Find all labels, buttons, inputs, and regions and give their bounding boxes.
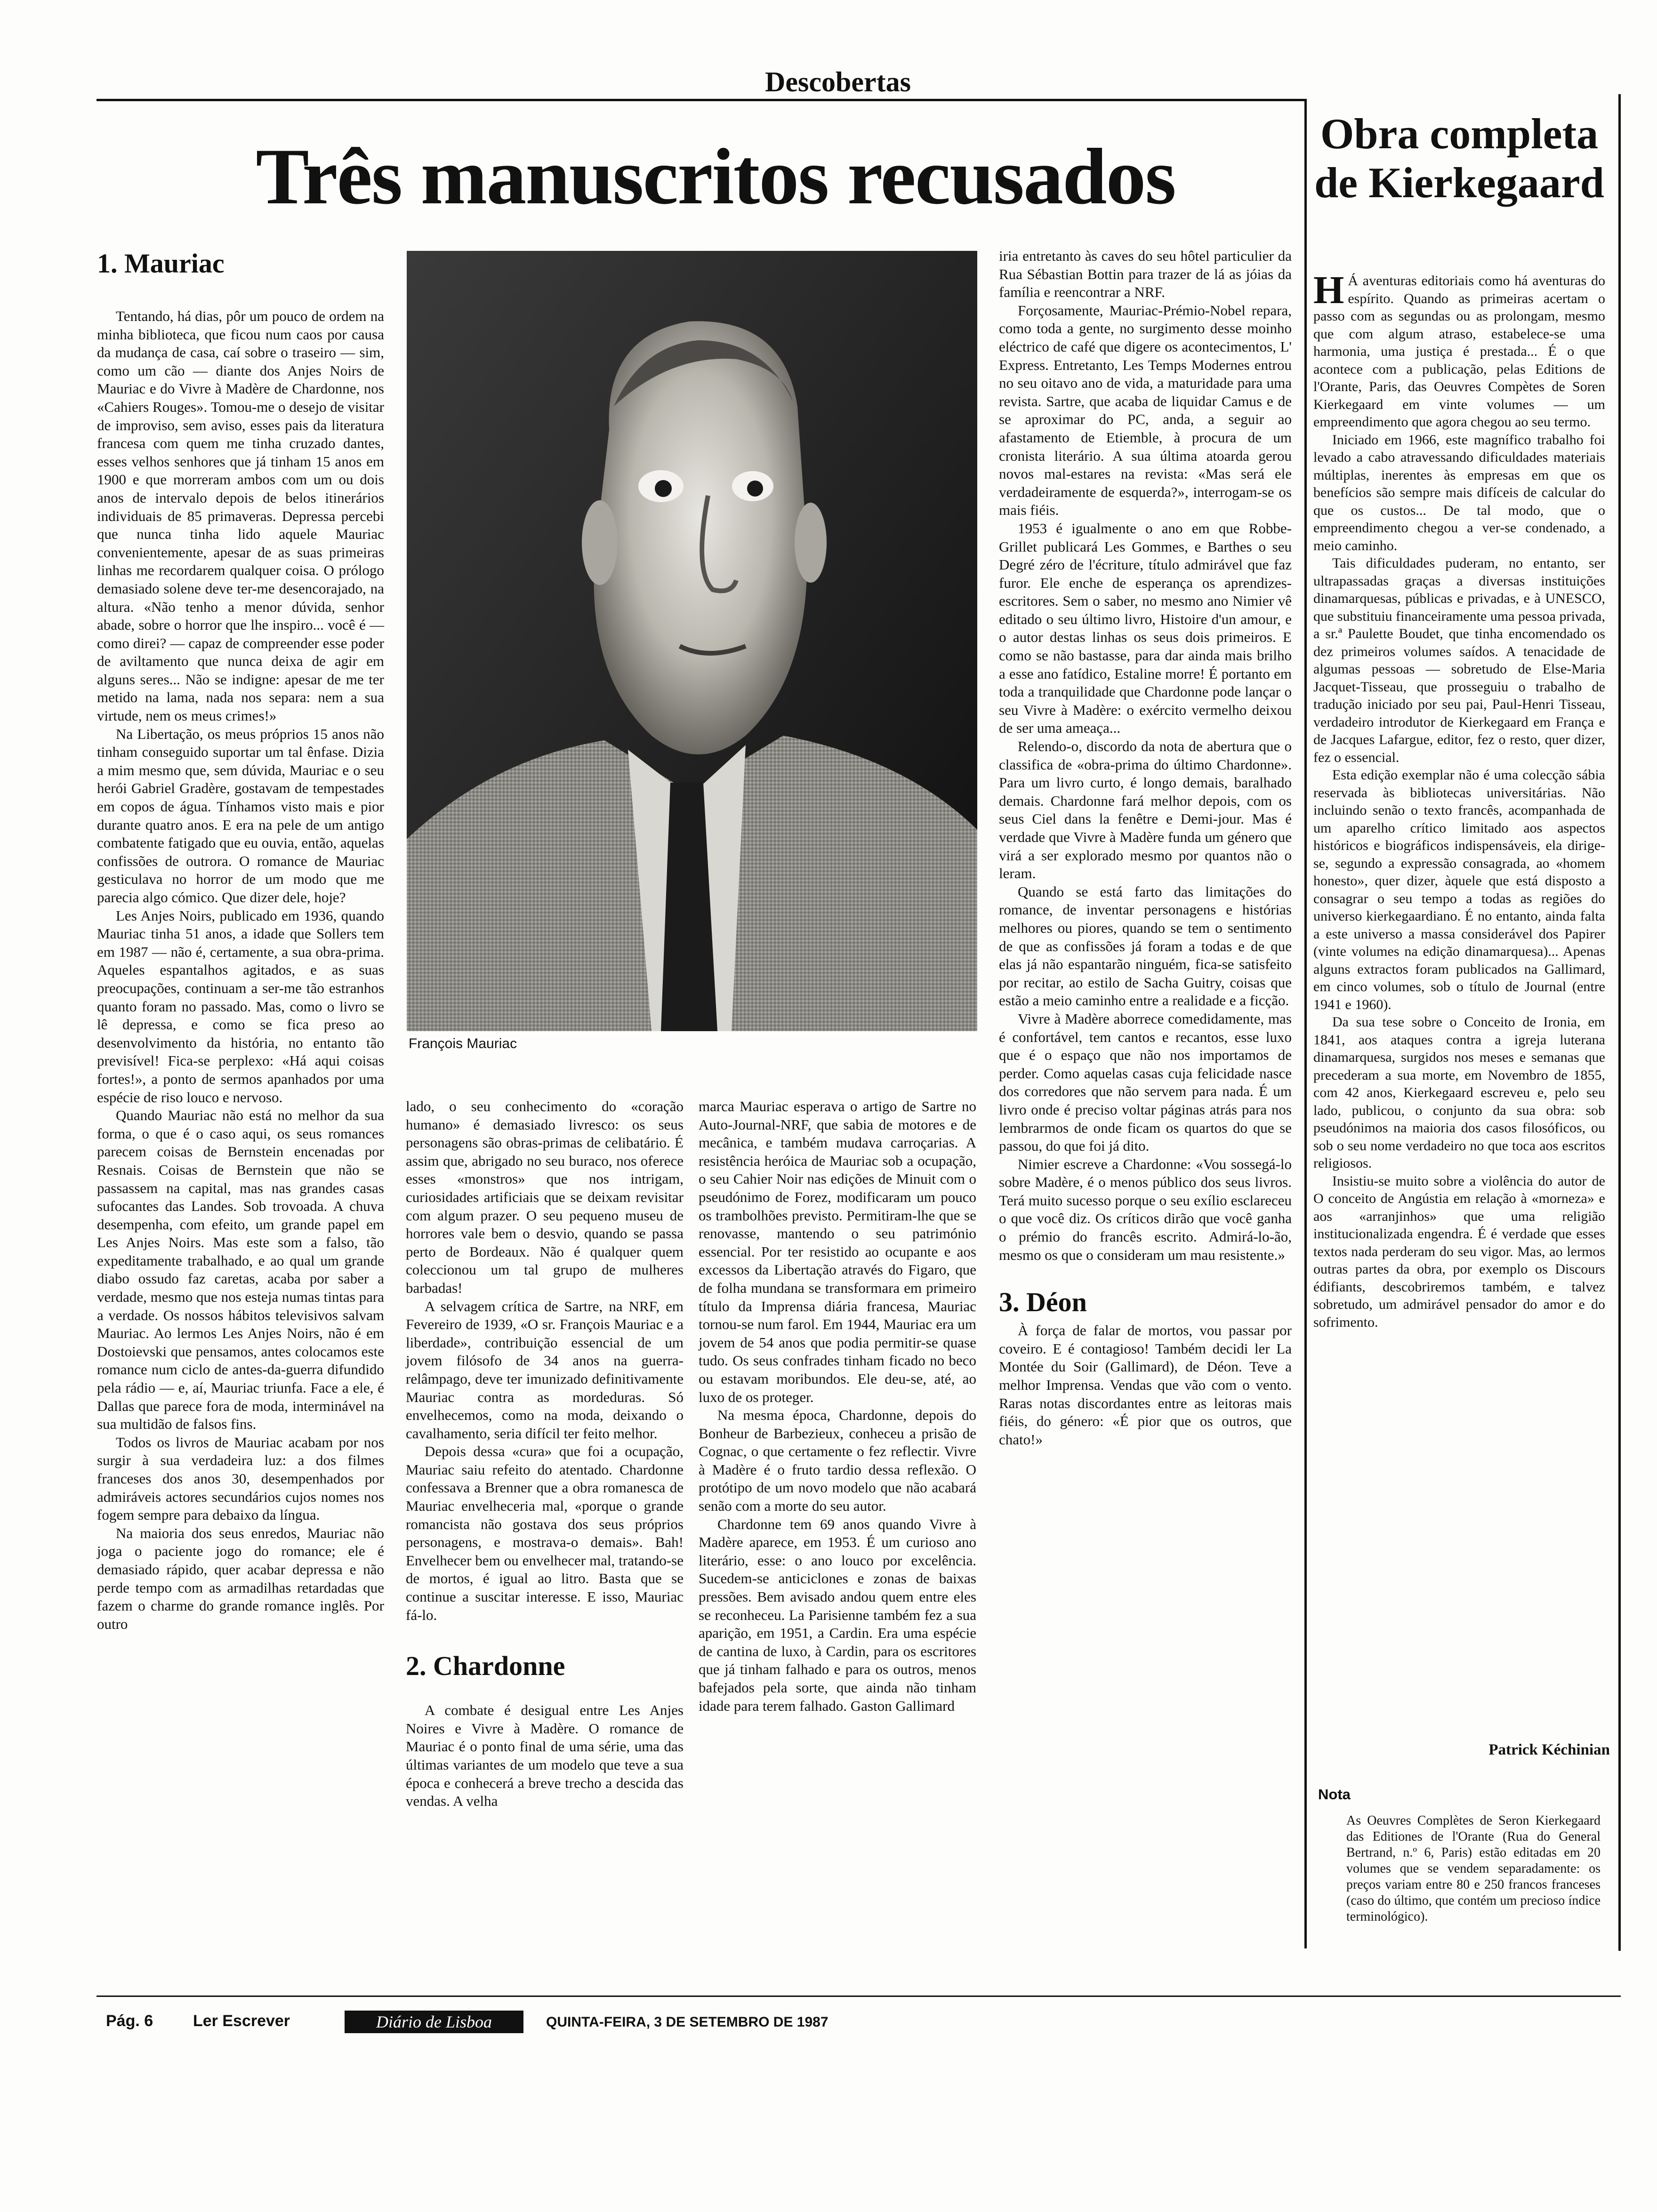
paragraph: Na maioria dos seus enredos, Mauriac não joga o paciente jogo do romance; ele é demasiado rápido, quer acabar depressa e não perde tempo com as armadilhas retardadas que fazem o charme do grande romance inglês. Por outro (97, 1524, 384, 1632)
sidebar-title: Obra completa de Kierkegaard (1314, 110, 1604, 207)
paragraph: Depois dessa «cura» que foi a ocupação, Mauriac saiu refeito do atentado. Chardonne confessava a Brenner que a obra romanesca de Mauriac envelheceria mal, «porque o grande romancista não gostava dos seus próprios personagens, e mostrava-o demais». Bah! Envelhecer bem ou envelhecer mal, tratando-se de mortos, é igual ao litro. Basta que se continue a suscitar interesse. E isso, Mauriac fá-lo. (406, 1443, 684, 1623)
paragraph: Tais dificuldades puderam, no entanto, ser ultrapassadas graças a diversas instituições dinamarquesas, públicas e privadas, e à UNESCO, que substituiu financeiramente uma pessoa privada, a sr.ª Paulette Boudet, que tinha encomendado os dez primeiros volumes saídos. A tenacidade de algumas pessoas — sobretudo de Else-Maria Jacquet-Tisseau, que prosseguiu o trabalho de tradução iniciado por seu pai, Paul-Henri Tisseau, verdadeiro introdutor de Kierkegaard em França e de Jacques Lafargue, editor, fez o resto, quer dizer, fez o essencial. (1313, 555, 1605, 765)
page-headline: Três manuscritos recusados (256, 132, 1175, 221)
paragraph: Da sua tese sobre o Conceito de Ironia, em 1841, aos ataques contra a igreja luterana dinamarquesa, surgidos nos meses e semanas que precederam a sua morte, em Novembro de 1855, com 42 anos, Kierkegaard escreveu e, pelo seu lado, publicou, o conjunto da sua obra: sob pseudónimos na maioria dos casos filosóficos, ou sob o seu nome verdadeiro no que toca aos escritos religiosos. (1313, 1014, 1605, 1171)
column-1 (97, 247, 384, 1633)
footer-date: QUINTA-FEIRA, 3 DE SETEMBRO DE 1987 (546, 2014, 828, 2030)
note-text: As Oeuvres Complètes de Seron Kierkegaard das Editiones de l'Orante (Rua do General Bertrand, n.º 6, Paris) estão editadas em 20 volumes que se vendem separadamente: os preços variam entre 80 e 250 francos franceses (caso do último, que contém um precioso índice terminológico). (1346, 1813, 1601, 1924)
paragraph: À força de falar de mortos, vou passar por coveiro. E é contagioso! Também decidi ler La Montée du Soir (Gallimard), de Déon. Teve a melhor Imprensa. Vendas que vão com o vento. Raras notas discordantes entre as leitoras mais fiéis, do género: «É pior que os outros, que chato!» (999, 1322, 1292, 1448)
paragraph: lado, o seu conhecimento do «coração humano» é demasiado livresco: os seus personagens são obras-primas de celibatário. É assim que, abrigado no seu buraco, nos oferece esses «monstros» que nos intrigam, curiosidades artificiais que se deixam revisitar com algum prazer. O seu pequeno museu de horrores vale bem o desvio, quando se passa perto de Bordeaux. Não é qualquer quem coleccionou um tal grupo de mulheres barbadas! (406, 1098, 684, 1296)
column-2 (406, 1098, 684, 1811)
bottom-rule (97, 1996, 1621, 1997)
sidebar-border-right (1618, 94, 1621, 1951)
paragraph: Quando se está farto das limitações do romance, de inventar personagens e histórias melhores ou piores, quando se tem o sentimento de que as confissões já foram a todas e de que elas já não espantarão ninguém, fica-se satisfeito por recitar, ao estilo de Sacha Guitry, coisas que estão a meio caminho entre a realidade e a ficção. (999, 883, 1292, 1009)
paragraph: Na mesma época, Chardonne, depois do Bonheur de Barbezieux, conheceu a prisão de Cognac, o que certamente o fez reflectir. Vivre à Madère é o fruto tardio dessa reflexão. O protótipo de um novo modelo que não acabará senão com a morte do seu autor. (699, 1407, 976, 1515)
byline: Patrick Kéchinian (1488, 1741, 1610, 1758)
footer-section: Ler Escrever (193, 2012, 290, 2030)
paragraph: A combate é desigual entre Les Anjes Noires e Vivre à Madère. O romance de Mauriac é o ponto final de uma série, uma das últimas variantes de um modelo que teve a sua época e conhecerá a breve trecho a descida das vendas. A velha (406, 1702, 684, 1810)
paragraph: Relendo-o, discordo da nota de abertura que o classifica de «obra-prima do último Chardonne». Para um livro curto, é longo demais, baralhado demais. Chardonne fará melhor depois, com os seus Ciel dans la fenêtre e Demi-jour. Mas é verdade que Vivre à Madère funda um género que virá a ser explorado mesmo por quantos não o leram. (999, 738, 1292, 882)
paragraph: Les Anjes Noirs, publicado em 1936, quando Mauriac tinha 51 anos, a idade que Sollers tem em 1987 — não é, certamente, a sua obra-prima. Aqueles espantalhos agitados, e as suas preocupações, continuam a ser-me tão estranhos quanto foram no passado. Mas, como o livro se lê depressa, e como se fica preso ao desenvolvimento da história, no entanto tão previsível! Fica-se perplexo: «Há aqui coisas fortes!», a ponto de sermos apanhados por uma espécie de riso louco e nervoso. (97, 907, 384, 1106)
paragraph: iria entretanto às caves do seu hôtel particulier da Rua Sébastian Bottin para trazer de lá as jóias da família e reencontrar a NRF. (999, 248, 1292, 301)
paragraph: Todos os livros de Mauriac acabam por nos surgir à sua verdadeira luz: a dos filmes franceses dos anos 30, desempenhados por admiráveis actores secundários cujos nomes nos fogem sempre para debaixo da língua. (97, 1434, 384, 1523)
paragraph: Na Libertação, os meus próprios 15 anos não tinham conseguido suportar um tal ênfase. Dizia a mim mesmo que, sem dúvida, Mauriac e o seu herói Gabriel Gradère, gostavam de tempestades em copos de água. Tínhamos visto mais e pior durante quatro anos. E era na pele de um antigo combatente fatigado que eu ouvia, então, aquelas confissões de outrora. O romance de Mauriac gesticulava no horror de um modo que me parecia algo cómico. Que dizer dele, hoje? (97, 725, 384, 906)
portrait-illustration (407, 251, 977, 1031)
paragraph: Quando Mauriac não está no melhor da sua forma, o que é o caso aqui, os seus romances parecem coisas de Bernstein encenadas por Resnais. Coisas de Bernstein que não se passassem na capital, mas nas grandes casas sufocantes das Landes. Sob trovoada. A chuva desempenha, com efeito, um grande papel em Les Anjes Noirs. Mas este som a falso, tão expeditamente trabalhado, e ao qual um grande diabo ossudo faz caretas, acaba por saber a verdade, mesmo que nos esteja numas tintas para a verdade. Os nossos hábitos televisivos salvam Mauriac. Ao lermos Les Anjes Noirs, não é em Dostoievski que pensamos, antes colocamos este romance num ciclo de antes-da-guerra difundido pela rádio — e, aí, Mauriac triunfa. Face a ele, é Dallas que parece fora de moda, interminável na sua multidão de falsos fins. (97, 1107, 384, 1433)
paragraph: Chardonne tem 69 anos quando Vivre à Madère aparece, em 1953. É um curioso ano literário, esse: o ano louco por excelência. Sucedem-se anticiclones e zonas de baixas pressões. Bem avisado andou quem entre eles se reconheceu. La Parisienne também fez a sua aparição, em 1951, a Cardin. Era uma espécie de cantina de luxo, à Cardin, para os escritores que já tinham falhado e para os outros, menos bafejados pela sorte, que ainda não tinham idade para terem falhado. Gaston Gallimard (699, 1515, 976, 1714)
subhead-chardonne: 2. Chardonne (406, 1651, 565, 1682)
page-number: Pág. 6 (106, 2012, 153, 2030)
paragraph: marca Mauriac esperava o artigo de Sartre no Auto-Journal-NRF, que sabia de motores e de mecânica, e também mudava carroçarias. A resistência heróica de Mauriac sob a ocupação, o seu Cahier Noir nas edições de Minuit com o pseudónimo de Forez, modificaram um pouco os trambolhões previsto. Permitiram-lhe que se renovasse, mantendo o seu património essencial. Por ter resistido ao ocupante e aos excessos da Libertação através do Figaro, que de folha mundana se transformara em primeiro título da Imprensa diária francesa, Mauriac tornou-se num farol. Em 1944, Mauriac era um jovem de 54 anos que podia permitir-se quase tudo. Os seus confrades tinham ficado no beco ou estavam moribundos. Ele deu-se, até, ao luxo de os proteger. (699, 1098, 976, 1405)
paragraph: Iniciado em 1966, este magnífico trabalho foi levado a cabo atravessando dificuldades materiais múltiplas, inerentes às empresas em que os benefícios são sempre mais difíceis de calcular do que os custos... De tal modo, que o empreendimento chegou a ver-se condenado, a meio caminho. (1313, 432, 1605, 553)
note-label: Nota (1318, 1786, 1351, 1803)
paragraph: Tentando, há dias, pôr um pouco de ordem na minha biblioteca, que ficou num caos por causa da mudança de casa, caí sobre o traseiro — sim, como um cão — diante dos Anjes Noirs de Mauriac e do Vivre à Madère de Chardonne, nos «Cahiers Rouges». Tomou-me o desejo de visitar de improviso, sem aviso, esses pais da literatura francesa com quem me tinha cruzado dantes, esses velhos senhores que já tinham 15 anos em 1900 e que morreram ambos com um ou dois anos de intervalo depois de belos itinerários individuais de 85 primaveras. Depressa percebi que nunca tinha lido aquele Mauriac convenientemente, apesar de as suas primeiras linhas me recordarem qualquer coisa. O prólogo demasiado solene deve ter-me desencorajado, na altura. «Não tenho a menor dúvida, senhor abade, sobre o horror que lhe inspiro... você é — como direi? — capaz de compreender esse poder de aviltamento que nunca deixa de agir em alguns seres... Não se indigne: apesar de me ter metido na lama, nada nos separa: nem a sua virtude, nem os meus crimes!» (97, 308, 384, 724)
sidebar-column (1313, 268, 1605, 1331)
portrait-photo (407, 251, 977, 1031)
paragraph: Esta edição exemplar não é uma colecção sábia reservada às bibliotecas universitárias. Não incluindo senão o texto francês, acompanhada de um aparelho crítico limitado aos aspectos históricos e biográficos indispensáveis, ela dirige-se, segundo a expressão consagrada, ao «homem honesto», quer dizer, àquele que está disposto a consagrar o seu tempo a todas as regiões do universo kierkegaardiano. É no entanto, ainda falta a este universo a massa considerável dos Papirer (vinte volumes na edição dinamarquesa)... Apenas alguns extractos foram publicados na Gallimard, em cinco volumes, sob o título de Journal (entre 1941 e 1960). (1313, 767, 1605, 1012)
top-rule (97, 99, 1304, 101)
paragraph: Forçosamente, Mauriac-Prémio-Nobel repara, como toda a gente, no surgimento desse moinho eléctrico de café que digere os acontecimentos, L' Express. Entretanto, Les Temps Modernes entrou no seu oitavo ano de vida, a maturidade para uma revista. Sartre, que acaba de liquidar Camus e de se aproximar do PC, anda, a seguir ao afastamento de Etiemble, à procura de um cronista literário. A sua última atoarda gerou novos mal-estares na revista: «Mas será ele verdadeiramente de esquerda?», interrogam-se os mais fiéis. (999, 302, 1292, 519)
photo-caption: François Mauriac (409, 1036, 517, 1051)
paragraph: Á aventuras editoriais como há aventuras do espírito. Quando as primeiras acertam o passo com as segundas ou as prolongam, mesmo que com algum atraso, estabelece-se uma harmonia, uma justiça é prestada... É o que acontece com a publicação, pelas Editions de l'Orante, Paris, das Oeuvres Compètes de Soren Kierkegaard em vinte volumes — um empreendimento que agora chegou ao seu termo. (1313, 273, 1605, 430)
paragraph: Nimier escreve a Chardonne: «Vou sossegá-lo sobre Madère, é o menos público dos seus livros. Terá muito sucesso porque o seu exílio esclareceu o que você diz. Os críticos dirão que você ganha o prémio do francês escrito. Admirá-lo-ão, mesmo os que o consideram um mau resistente.» (999, 1155, 1292, 1263)
column-3 (699, 1098, 976, 1715)
column-4 (999, 247, 1292, 1449)
sidebar-divider (1304, 99, 1307, 1948)
dropcap: H (1313, 268, 1344, 312)
paragraph: Vivre à Madère aborrece comedidamente, mas é confortável, tem cantos e recantos, esse luxo que é o espaço que não nos importamos de perder. Como aquelas casas cuja felicidade nasce dos corredores que não servem para nada. É um livro onde é preciso voltar páginas atrás para nos lembrarmos de onde ficam os quartos do que se passou, do que foi já dito. (999, 1010, 1292, 1154)
masthead-logo: Diário de Lisboa (345, 2011, 523, 2033)
section-label: Descobertas (765, 66, 911, 97)
paragraph: 1953 é igualmente o ano em que Robbe-Grillet publicará Les Gommes, e Barthes o seu Degré zéro de l'écriture, título admirável que faz furor. Ele enche de esperança os aprendizes-escritores. Sem o saber, no mesmo ano Nimier vê editado o seu último livro, Histoire d'un amour, e o autor destas linhas os seus dois primeiros. E como se não bastasse, para dar ainda mais brilho a esse ano fatídico, Estaline morre! É portanto em toda a tranquilidade que Chardonne pode lançar o seu Vivre à Madère: o exército vermelho deixou de ser uma ameaça... (999, 520, 1292, 737)
subhead-deon: 3. Déon (999, 1287, 1087, 1318)
paragraph: A selvagem crítica de Sartre, na NRF, em Fevereiro de 1939, «O sr. François Mauriac e a liberdade», contribuição essencial de um jovem filósofo de 34 anos na guerra-relâmpago, deve ter imunizado definitivamente Mauriac contra as mordeduras. Só envelhecemos, como na moda, deixando o cavalhamento, seria difícil ter feito melhor. (406, 1298, 684, 1442)
paragraph: Insistiu-se muito sobre a violência do autor de O conceito de Angústia em relação à «morneza» e aos «arranjinhos» que uma religião institucionalizada engendra. É é verdade que esses textos nada perderam do seu vigor. Mas, ao lermos outras partes da obra, por exemplo os Discours édifiants, descobriremos também, e talvez sobretudo, um admirável pensador do amor e do sofrimento. (1313, 1173, 1605, 1330)
subhead-mauriac: 1. Mauriac (97, 248, 225, 279)
